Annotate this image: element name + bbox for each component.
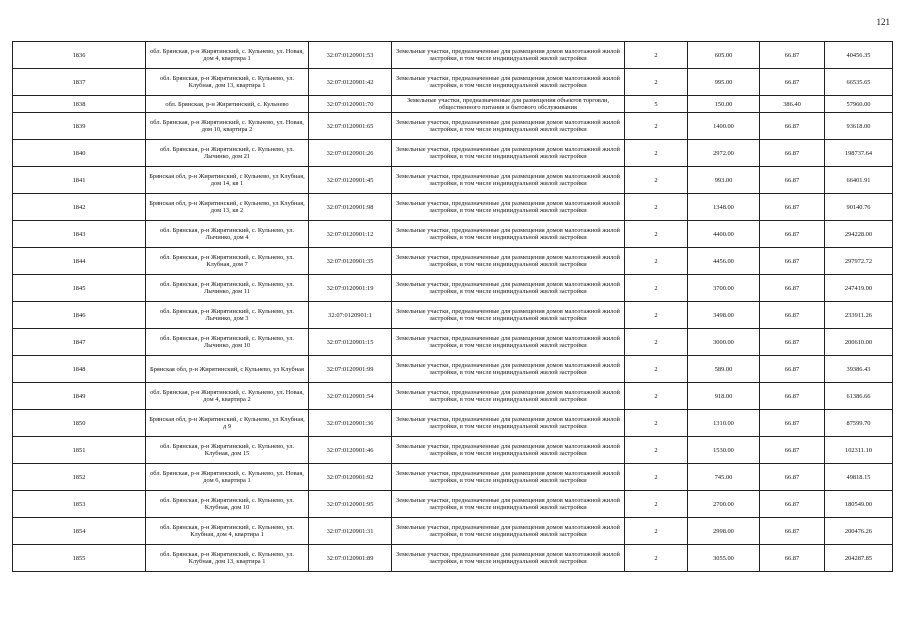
group-code-cell: 2 (625, 167, 688, 194)
address-cell: обл. Брянская, р-н Жирятинский, с. Кульнево, ул. Клубная, дом 13, квартира 1 (146, 545, 309, 572)
cadastral-number-cell: 32:07:0120901:31 (309, 518, 392, 545)
area-cell: 1530.00 (688, 437, 760, 464)
row-number: 1850 (13, 410, 146, 437)
cadastral-value-cell: 198737.64 (825, 140, 893, 167)
table-row (13, 221, 893, 248)
specific-value-cell: 386.40 (760, 96, 825, 113)
row-number: 1840 (13, 140, 146, 167)
land-use-cell: Земельные участки, предназначенные для размещения домов малоэтажной жилой застройки, в том числе индивидуальной жилой застройки (392, 545, 625, 572)
row-number: 1844 (13, 248, 146, 275)
page-number: 121 (876, 17, 890, 27)
land-use-cell: Земельные участки, предназначенные для размещения домов малоэтажной жилой застройки, в том числе индивидуальной жилой застройки (392, 464, 625, 491)
cadastral-value-cell: 61386.66 (825, 383, 893, 410)
land-use-cell: Земельные участки, предназначенные для размещения домов малоэтажной жилой застройки, в том числе индивидуальной жилой застройки (392, 69, 625, 96)
cadastral-value-cell: 204287.85 (825, 545, 893, 572)
cadastral-number-cell: 32:07:0120901:53 (309, 42, 392, 69)
land-use-cell: Земельные участки, предназначенные для размещения домов малоэтажной жилой застройки, в том числе индивидуальной жилой застройки (392, 491, 625, 518)
table-row (13, 248, 893, 275)
address-cell: обл. Брянская, р-н Жирятинский, с. Кульнево, ул. Новая, дом 10, квартира 2 (146, 113, 309, 140)
cadastral-value-cell: 57960.00 (825, 96, 893, 113)
area-cell: 2998.00 (688, 518, 760, 545)
row-number: 1854 (13, 518, 146, 545)
area-cell: 745.00 (688, 464, 760, 491)
land-use-cell: Земельные участки, предназначенные для размещения домов малоэтажной жилой застройки, в том числе индивидуальной жилой застройки (392, 140, 625, 167)
specific-value-cell: 66.87 (760, 275, 825, 302)
row-number: 1855 (13, 545, 146, 572)
group-code-cell: 2 (625, 302, 688, 329)
area-cell: 605.00 (688, 42, 760, 69)
group-code-cell: 2 (625, 113, 688, 140)
land-use-cell: Земельные участки, предназначенные для размещения домов малоэтажной жилой застройки, в том числе индивидуальной жилой застройки (392, 383, 625, 410)
group-code-cell: 2 (625, 275, 688, 302)
specific-value-cell: 66.87 (760, 491, 825, 518)
row-number: 1847 (13, 329, 146, 356)
group-code-cell: 5 (625, 96, 688, 113)
group-code-cell: 2 (625, 140, 688, 167)
table-row (13, 194, 893, 221)
land-use-cell: Земельные участки, предназначенные для размещения домов малоэтажной жилой застройки, в том числе индивидуальной жилой застройки (392, 356, 625, 383)
specific-value-cell: 66.87 (760, 302, 825, 329)
specific-value-cell: 66.87 (760, 383, 825, 410)
table-row (13, 113, 893, 140)
cadastral-number-cell: 32:07:0120901:46 (309, 437, 392, 464)
group-code-cell: 2 (625, 221, 688, 248)
address-cell: Брянская обл, р-н Жирятинский, с Кульнево, ул Клубная, дом 14, кв 1 (146, 167, 309, 194)
cadastral-number-cell: 32:07:0120901:36 (309, 410, 392, 437)
area-cell: 2700.00 (688, 491, 760, 518)
table-row (13, 329, 893, 356)
cadastral-number-cell: 32:07:0120901:65 (309, 113, 392, 140)
cadastral-value-cell: 39386.43 (825, 356, 893, 383)
cadastral-number-cell: 32:07:0120901:45 (309, 167, 392, 194)
cadastral-value-cell: 102311.10 (825, 437, 893, 464)
table-row (13, 437, 893, 464)
cadastral-number-cell: 32:07:0120901:92 (309, 464, 392, 491)
cadastral-number-cell: 32:07:0120901:15 (309, 329, 392, 356)
group-code-cell: 2 (625, 410, 688, 437)
cadastral-value-cell: 200476.26 (825, 518, 893, 545)
cadastral-value-cell: 294228.00 (825, 221, 893, 248)
specific-value-cell: 66.87 (760, 356, 825, 383)
table-row (13, 167, 893, 194)
cadastral-value-cell: 49818.15 (825, 464, 893, 491)
row-number: 1836 (13, 42, 146, 69)
row-number: 1852 (13, 464, 146, 491)
land-use-cell: Земельные участки, предназначенные для размещения домов малоэтажной жилой застройки, в том числе индивидуальной жилой застройки (392, 221, 625, 248)
area-cell: 995.00 (688, 69, 760, 96)
area-cell: 4400.00 (688, 221, 760, 248)
cadastral-value-cell: 180549.00 (825, 491, 893, 518)
table-row (13, 42, 893, 69)
row-number: 1843 (13, 221, 146, 248)
cadastral-number-cell: 32:07:0120901:1 (309, 302, 392, 329)
row-number: 1849 (13, 383, 146, 410)
land-use-cell: Земельные участки, предназначенные для размещения домов малоэтажной жилой застройки, в том числе индивидуальной жилой застройки (392, 518, 625, 545)
group-code-cell: 2 (625, 545, 688, 572)
land-use-cell: Земельные участки, предназначенные для размещения домов малоэтажной жилой застройки, в том числе индивидуальной жилой застройки (392, 329, 625, 356)
cadastral-number-cell: 32:07:0120901:26 (309, 140, 392, 167)
table-row (13, 464, 893, 491)
cadastral-value-cell: 297972.72 (825, 248, 893, 275)
address-cell: обл. Брянская, р-н Жирятинский, с. Кульнево, ул. Лычинко, дом 11 (146, 275, 309, 302)
group-code-cell: 2 (625, 356, 688, 383)
land-use-cell: Земельные участки, предназначенные для размещения домов малоэтажной жилой застройки, в том числе индивидуальной жилой застройки (392, 275, 625, 302)
specific-value-cell: 66.87 (760, 464, 825, 491)
specific-value-cell: 66.87 (760, 140, 825, 167)
address-cell: обл. Брянская, р-н Жирятинский, с. Кульнево, ул. Клубная, дом 10 (146, 491, 309, 518)
cadastral-value-cell: 93618.00 (825, 113, 893, 140)
specific-value-cell: 66.87 (760, 410, 825, 437)
cadastral-value-table (12, 41, 893, 572)
address-cell: обл. Брянская, р-н Жирятинский, с. Кульнево, ул. Клубная, дом 7 (146, 248, 309, 275)
cadastral-number-cell: 32:07:0120901:19 (309, 275, 392, 302)
table-row (13, 302, 893, 329)
address-cell: обл. Брянская, р-н Жирятинский, с. Кульнево, ул. Новая, дом 6, квартира 1 (146, 464, 309, 491)
address-cell: обл. Брянская, р-н Жирятинский, с. Кульнево (146, 96, 309, 113)
specific-value-cell: 66.87 (760, 113, 825, 140)
cadastral-value-cell: 90140.76 (825, 194, 893, 221)
land-use-cell: Земельные участки, предназначенные для размещения домов малоэтажной жилой застройки, в том числе индивидуальной жилой застройки (392, 113, 625, 140)
land-use-cell: Земельные участки, предназначенные для размещения домов малоэтажной жилой застройки, в том числе индивидуальной жилой застройки (392, 302, 625, 329)
group-code-cell: 2 (625, 383, 688, 410)
specific-value-cell: 66.87 (760, 42, 825, 69)
row-number: 1839 (13, 113, 146, 140)
table-row (13, 96, 893, 113)
table-row (13, 518, 893, 545)
area-cell: 3000.00 (688, 329, 760, 356)
row-number: 1851 (13, 437, 146, 464)
group-code-cell: 2 (625, 248, 688, 275)
area-cell: 3055.00 (688, 545, 760, 572)
cadastral-number-cell: 32:07:0120901:70 (309, 96, 392, 113)
land-use-cell: Земельные участки, предназначенные для размещения домов малоэтажной жилой застройки, в том числе индивидуальной жилой застройки (392, 410, 625, 437)
row-number: 1848 (13, 356, 146, 383)
specific-value-cell: 66.87 (760, 545, 825, 572)
area-cell: 918.00 (688, 383, 760, 410)
area-cell: 2972.00 (688, 140, 760, 167)
cadastral-value-cell: 66401.91 (825, 167, 893, 194)
cadastral-number-cell: 32:07:0120901:54 (309, 383, 392, 410)
cadastral-number-cell: 32:07:0120901:99 (309, 356, 392, 383)
land-use-cell: Земельные участки, предназначенные для размещения домов малоэтажной жилой застройки, в том числе индивидуальной жилой застройки (392, 437, 625, 464)
table-row (13, 69, 893, 96)
group-code-cell: 2 (625, 518, 688, 545)
cadastral-value-cell: 233911.26 (825, 302, 893, 329)
group-code-cell: 2 (625, 491, 688, 518)
cadastral-number-cell: 32:07:0120901:12 (309, 221, 392, 248)
cadastral-value-cell: 87599.70 (825, 410, 893, 437)
row-number: 1838 (13, 96, 146, 113)
specific-value-cell: 66.87 (760, 167, 825, 194)
group-code-cell: 2 (625, 42, 688, 69)
row-number: 1837 (13, 69, 146, 96)
row-number: 1853 (13, 491, 146, 518)
specific-value-cell: 66.87 (760, 69, 825, 96)
specific-value-cell: 66.87 (760, 329, 825, 356)
address-cell: обл. Брянская, р-н Жирятинский, с. Кульнево, ул. Клубная, дом 4, квартира 1 (146, 518, 309, 545)
cadastral-value-cell: 40456.35 (825, 42, 893, 69)
table-row (13, 383, 893, 410)
area-cell: 1400.00 (688, 113, 760, 140)
address-cell: обл. Брянская, р-н Жирятинский, с. Кульнево, ул. Лычинко, дом 21 (146, 140, 309, 167)
row-number: 1846 (13, 302, 146, 329)
address-cell: обл. Брянская, р-н Жирятинский, с. Кульнево, ул. Лычинко, дом 3 (146, 302, 309, 329)
group-code-cell: 2 (625, 437, 688, 464)
address-cell: обл. Брянская, р-н Жирятинский, с. Кульнево, ул. Клубная, дом 15 (146, 437, 309, 464)
land-use-cell: Земельные участки, предназначенные для размещения домов малоэтажной жилой застройки, в том числе индивидуальной жилой застройки (392, 42, 625, 69)
specific-value-cell: 66.87 (760, 221, 825, 248)
specific-value-cell: 66.87 (760, 194, 825, 221)
table-row (13, 140, 893, 167)
address-cell: обл. Брянская, р-н Жирятинский, с. Кульнево, ул. Лычинко, дом 4 (146, 221, 309, 248)
address-cell: обл. Брянская, р-н Жирятинский, с. Кульнево, ул. Новая, дом 4, квартира 2 (146, 383, 309, 410)
address-cell: обл. Брянская, р-н Жирятинский, с. Кульнево, ул. Лычинко, дом 10 (146, 329, 309, 356)
group-code-cell: 2 (625, 194, 688, 221)
cadastral-number-cell: 32:07:0120901:42 (309, 69, 392, 96)
land-use-cell: Земельные участки, предназначенные для размещения домов малоэтажной жилой застройки, в том числе индивидуальной жилой застройки (392, 248, 625, 275)
table-row (13, 275, 893, 302)
cadastral-number-cell: 32:07:0120901:35 (309, 248, 392, 275)
area-cell: 3498.00 (688, 302, 760, 329)
specific-value-cell: 66.87 (760, 518, 825, 545)
cadastral-value-cell: 247419.00 (825, 275, 893, 302)
area-cell: 1310.00 (688, 410, 760, 437)
area-cell: 3700.00 (688, 275, 760, 302)
table-row (13, 356, 893, 383)
address-cell: обл. Брянская, р-н Жирятинский, с. Кульнево, ул. Новая, дом 4, квартира 1 (146, 42, 309, 69)
specific-value-cell: 66.87 (760, 437, 825, 464)
cadastral-value-cell: 66535.65 (825, 69, 893, 96)
land-use-cell: Земельные участки, предназначенные для размещения объектов торговли, общественного питания и бытового обслуживания (392, 96, 625, 113)
table-body (13, 42, 893, 572)
area-cell: 4456.00 (688, 248, 760, 275)
table-row (13, 410, 893, 437)
address-cell: Брянская обл, р-н Жирятинский, с Кульнево, ул Клубная, дом 13, кв 2 (146, 194, 309, 221)
cadastral-value-cell: 200610.00 (825, 329, 893, 356)
specific-value-cell: 66.87 (760, 248, 825, 275)
address-cell: обл. Брянская, р-н Жирятинский, с. Кульнево, ул. Клубная, дом 13, квартира 1 (146, 69, 309, 96)
cadastral-number-cell: 32:07:0120901:95 (309, 491, 392, 518)
cadastral-number-cell: 32:07:0120901:98 (309, 194, 392, 221)
group-code-cell: 2 (625, 69, 688, 96)
area-cell: 993.00 (688, 167, 760, 194)
table-row (13, 491, 893, 518)
land-use-cell: Земельные участки, предназначенные для размещения домов малоэтажной жилой застройки, в том числе индивидуальной жилой застройки (392, 194, 625, 221)
area-cell: 150.00 (688, 96, 760, 113)
address-cell: Брянская обл, р-н Жирятинский, с Кульнево, ул Клубная, д 9 (146, 410, 309, 437)
group-code-cell: 2 (625, 464, 688, 491)
land-use-cell: Земельные участки, предназначенные для размещения домов малоэтажной жилой застройки, в том числе индивидуальной жилой застройки (392, 167, 625, 194)
row-number: 1842 (13, 194, 146, 221)
area-cell: 589.00 (688, 356, 760, 383)
address-cell: Брянская обл, р-н Жирятинский, с Кульнево, ул Клубная (146, 356, 309, 383)
group-code-cell: 2 (625, 329, 688, 356)
row-number: 1845 (13, 275, 146, 302)
table-row (13, 545, 893, 572)
area-cell: 1348.00 (688, 194, 760, 221)
cadastral-number-cell: 32:07:0120901:89 (309, 545, 392, 572)
row-number: 1841 (13, 167, 146, 194)
